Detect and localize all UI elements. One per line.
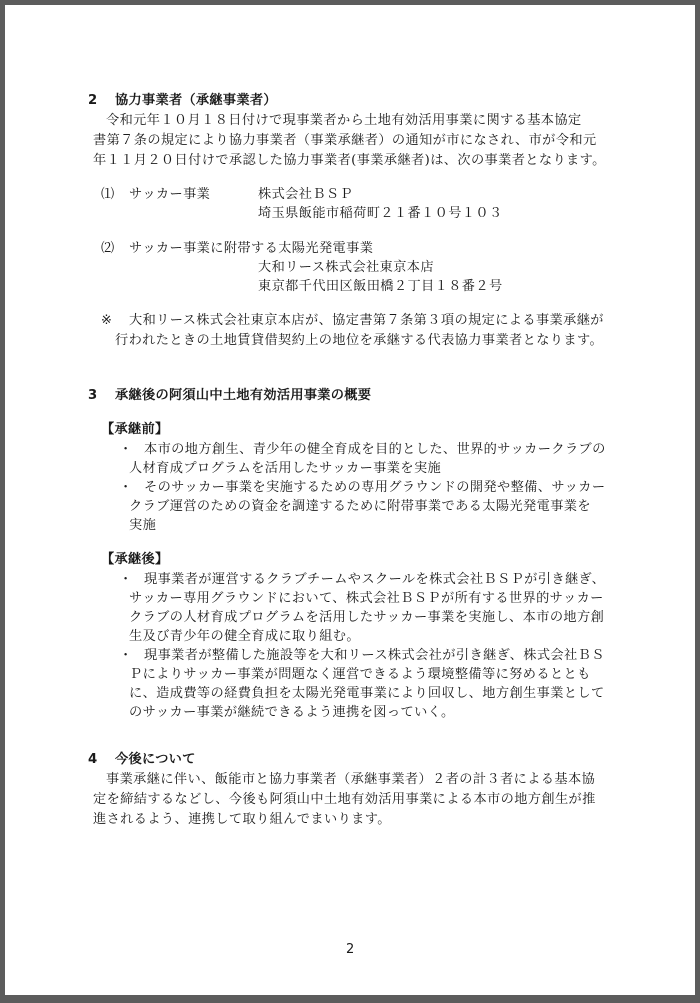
- after-bullet-2-line-3: に、造成費等の経費負担を太陽光発電事業により回収し、地方創生事業として: [129, 686, 605, 701]
- after-bullet-1-mark: ・: [119, 572, 133, 587]
- before-bullet-1-line-2: 人材育成プログラムを活用したサッカー事業を実施: [129, 461, 442, 476]
- item-1-address: 埼玉県飯能市稲荷町２１番１０号１０３: [258, 206, 503, 221]
- section-4-body-line-2: 定を締結するなどし、今後も阿須山中土地有効活用事業による本市の地方創生が推: [93, 792, 596, 807]
- after-bullet-2-line-4: のサッカー事業が継続できるよう連携を図っていく。: [129, 705, 455, 720]
- page-number: 2: [346, 942, 355, 957]
- item-2-marker: ⑵: [101, 241, 115, 256]
- after-bullet-2-line-1: 現事業者が整備した施設等を大和リース株式会社が引き継ぎ、株式会社ＢＳ: [144, 648, 605, 663]
- before-bullet-1-mark: ・: [119, 442, 133, 457]
- item-2-label: サッカー事業に附帯する太陽光発電事業: [129, 241, 374, 256]
- after-bullet-1-line-3: クラブの人材育成プログラムを活用したサッカー事業を実施し、本市の地方創: [129, 610, 605, 625]
- after-label: 【承継後】: [101, 552, 169, 567]
- item-1-marker: ⑴: [101, 187, 115, 202]
- before-label: 【承継前】: [101, 422, 169, 437]
- document-page: [5, 5, 695, 995]
- after-bullet-2-line-2: Ｐによりサッカー事業が問題なく運営できるよう環境整備等に努めるととも: [129, 667, 591, 682]
- after-bullet-1-line-2: サッカー専用グラウンドにおいて、株式会社ＢＳＰが所有する世界的サッカー: [129, 591, 604, 606]
- section-2-body-line-3: 年１１月２０日付けで承認した協力事業者(事業承継者)は、次の事業者となります。: [93, 153, 606, 168]
- after-bullet-1-line-1: 現事業者が運営するクラブチームやスクールを株式会社ＢＳＰが引き継ぎ、: [144, 572, 606, 587]
- item-2-name: 大和リース株式会社東京本店: [258, 260, 434, 275]
- item-1-label: サッカー事業: [129, 187, 211, 202]
- before-bullet-1-line-1: 本市の地方創生、青少年の健全育成を目的とした、世界的サッカークラブの: [144, 442, 606, 457]
- section-2-number: 2: [88, 93, 98, 108]
- before-bullet-2-line-2: クラブ運営のための資金を調達するために附帯事業である太陽光発電事業を: [129, 499, 591, 514]
- section-4-body-line-1: 事業承継に伴い、飯能市と協力事業者（承継事業者）２者の計３者による基本協: [106, 772, 596, 787]
- note-mark: ※: [101, 313, 113, 328]
- before-bullet-2-line-3: 実施: [129, 518, 157, 533]
- section-4-heading: 今後について: [115, 752, 196, 767]
- item-2-address: 東京都千代田区飯田橋２丁目１８番２号: [258, 279, 503, 294]
- before-bullet-2-mark: ・: [119, 480, 133, 495]
- note-line-1: 大和リース株式会社東京本店が、協定書第７条第３項の規定による事業承継が: [129, 313, 604, 328]
- section-4-number: 4: [88, 752, 98, 767]
- section-2-body-line-1: 令和元年１０月１８日付けで現事業者から土地有効活用事業に関する基本協定: [106, 113, 582, 128]
- section-3-heading: 承継後の阿須山中土地有効活用事業の概要: [115, 388, 372, 403]
- before-bullet-2-line-1: そのサッカー事業を実施するための専用グラウンドの開発や整備、サッカー: [144, 480, 606, 495]
- after-bullet-1-line-4: 生及び青少年の健全育成に取り組む。: [129, 629, 360, 644]
- section-2-body-line-2: 書第７条の規定により協力事業者（事業承継者）の通知が市になされ、市が令和元: [93, 133, 597, 148]
- after-bullet-2-mark: ・: [119, 648, 133, 663]
- item-1-name: 株式会社ＢＳＰ: [258, 187, 354, 202]
- section-3-number: 3: [88, 388, 98, 403]
- section-2-heading: 協力事業者（承継事業者）: [115, 93, 277, 108]
- section-4-body-line-3: 進されるよう、連携して取り組んでまいります。: [93, 812, 391, 827]
- note-line-2: 行われたときの土地賃貸借契約上の地位を承継する代表協力事業者となります。: [115, 333, 604, 348]
